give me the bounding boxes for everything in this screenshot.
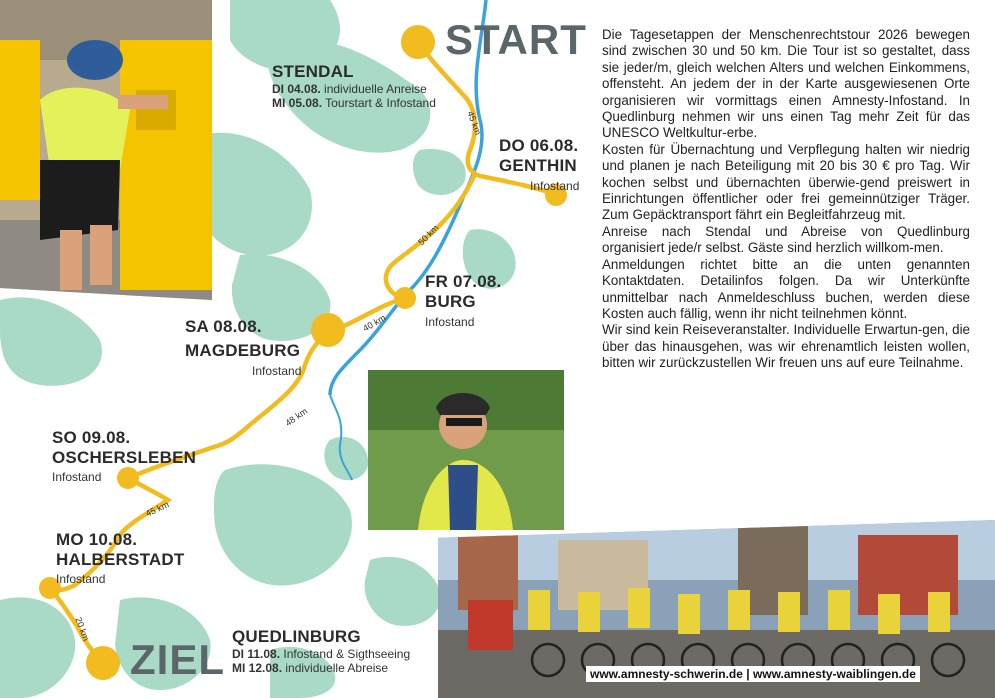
stop-marker-ziel	[86, 646, 120, 680]
footer-urls[interactable]: www.amnesty-schwerin.de | www.amnesty-waiblingen.de	[586, 666, 920, 682]
info-halberstadt: Infostand	[56, 572, 106, 586]
info-oschersleben: Infostand	[52, 470, 102, 484]
stop-oschersleben	[52, 428, 196, 484]
date-burg: FR 07.08.	[425, 272, 502, 291]
quedlinburg-line-2: MI 12.08. individuelle Abreise	[232, 661, 389, 675]
paragraph-intro: Die Tagesetappen der Menschenrechtstour 2026 bewegen sind zwischen 30 und 50 km. Die Tour ist so gestaltet, dass sie jeder/m, gleich welchen Alters und welchen Einkommens, offensteht. An jedem der in der Karte ausgewiesenen Orte organisieren wir vormittags einen Amnesty-Infostand. In Quedlinburg nehmen wir uns einen Tag mehr Zeit für das UNESCO Weltkultur-erbe.	[602, 27, 970, 141]
city-magdeburg: MAGDEBURG	[185, 341, 301, 360]
info-genthin: Infostand	[530, 179, 580, 193]
cyclist-at-mailbox-illustration	[0, 0, 212, 300]
paragraph-costs: Kosten für Übernachtung und Verpflegung halten wir niedrig und planen je nach Beteiligung mit 20 bis 30 € pro Tag. Wir kochen selbst und übernachten überwie-gend preiswert in Einrichtungen öffentlicher oder frei gemeinnütziger Träger. Zum Gepäcktransport fährt ein Begleitfahrzeug mit.	[602, 141, 970, 223]
date-oschersleben: SO 09.08.	[52, 428, 131, 447]
date-halberstadt: MO 10.08.	[56, 530, 138, 549]
city-quedlinburg: QUEDLINBURG	[232, 627, 361, 646]
date-magdeburg: SA 08.08.	[185, 317, 262, 336]
quedlinburg-line-1: DI 11.08. Infostand & Sigthseeing	[232, 647, 411, 661]
cyclist-at-mailbox-photo	[0, 0, 212, 300]
city-burg: BURG	[425, 292, 476, 311]
stop-marker-burg	[394, 287, 416, 309]
info-magdeburg: Infostand	[252, 364, 302, 378]
distance-label: 45 km	[144, 499, 171, 519]
distance-label: 20 km	[73, 615, 92, 643]
paragraph-travel: Anreise nach Stendal und Abreise von Quedlinburg organisiert jede/r selbst. Gäste sind herzlich willkom-men.	[602, 223, 970, 256]
info-text-column	[602, 27, 970, 372]
cyclist-portrait-illustration	[368, 370, 564, 530]
stop-genthin	[499, 136, 578, 176]
start-label: START	[445, 16, 587, 63]
info-burg: Infostand	[425, 315, 475, 329]
city-oschersleben: OSCHERSLEBEN	[52, 448, 197, 467]
stop-quedlinburg	[232, 627, 410, 675]
city-genthin: GENTHIN	[499, 156, 577, 175]
stop-burg	[425, 272, 501, 329]
stop-marker-magdeburg	[311, 313, 345, 347]
stop-stendal	[272, 62, 436, 110]
stop-marker-start	[401, 25, 435, 59]
ziel-label: ZIEL	[130, 636, 225, 683]
distance-label: 50 km	[416, 222, 441, 248]
distance-label: 48 km	[283, 405, 310, 429]
distance-label: 45 km	[465, 109, 484, 137]
distance-label: 40 km	[361, 312, 388, 334]
date-genthin: DO 06.08.	[499, 136, 579, 155]
stendal-line-2: MI 05.08. Tourstart & Infostand	[272, 96, 436, 110]
paragraph-registration: Anmeldungen richtet bitte an die unten genannten Kontaktdaten. Detailinfos folgen. Da wir Unterkünfte unmittelbar nach Anmeldeschluss buchen, werden diese Kosten auch fällig, wenn ihr nicht teilnehmen könnt.	[602, 256, 970, 321]
city-halberstadt: HALBERSTADT	[56, 550, 185, 569]
cyclist-portrait-photo	[368, 370, 564, 530]
stendal-line-1: DI 04.08. individuelle Anreise	[272, 82, 427, 96]
paragraph-disclaimer: Wir sind kein Reiseveranstalter. Individuelle Erwartun-gen, die über das hinausgehen, was wir ehrenamtlich leisten wollen, bitten wir zurückzustellen Wir freuen uns auf eure Teilnahme.	[602, 322, 970, 371]
city-stendal: STENDAL	[272, 62, 354, 81]
stop-halberstadt	[56, 530, 184, 586]
